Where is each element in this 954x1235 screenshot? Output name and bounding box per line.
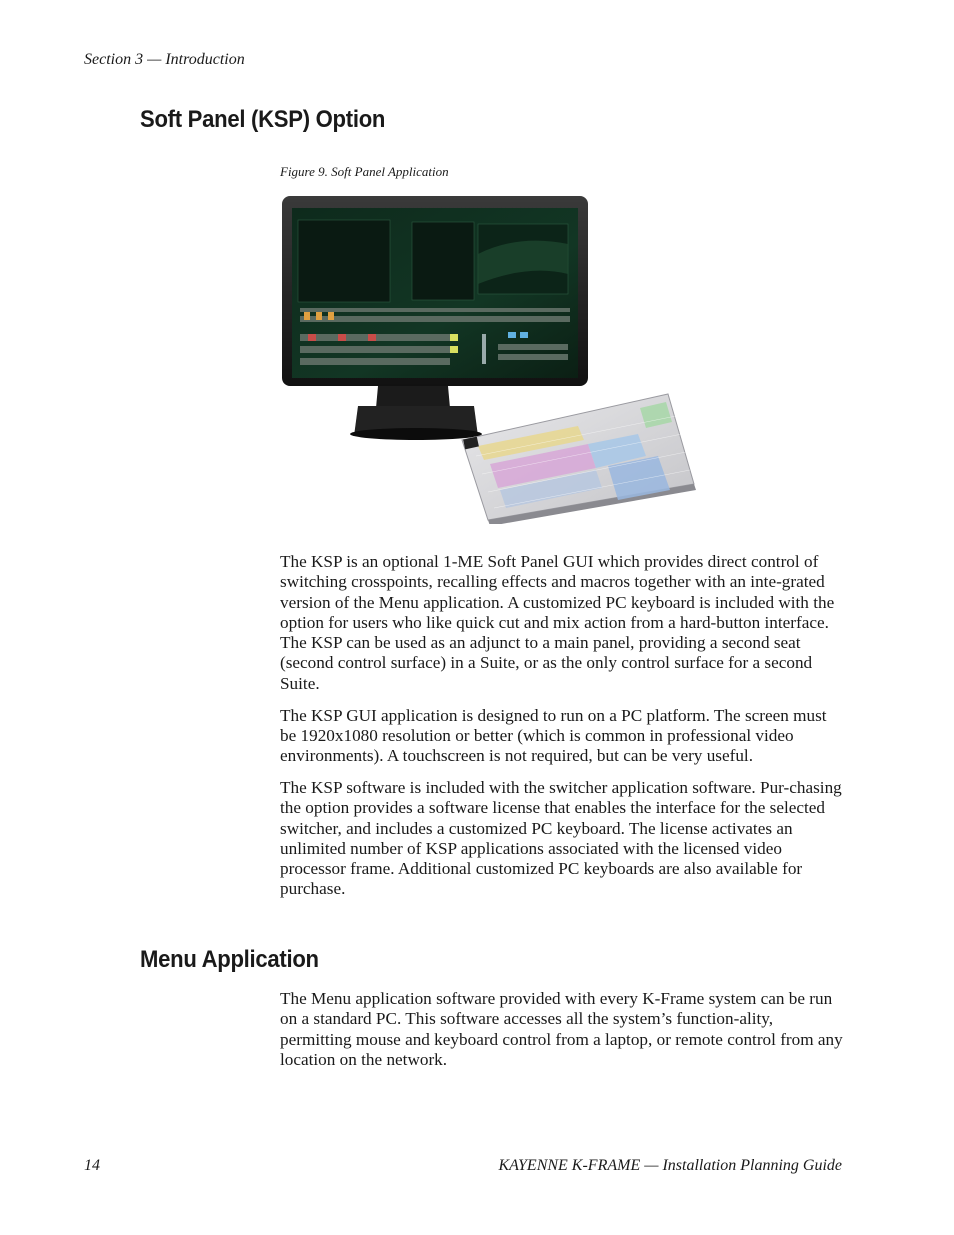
running-header: Section 3 — Introduction [84,51,245,68]
section-title-menu: Menu Application [140,946,319,973]
paragraph: The Menu application software provided with every K-Frame system can be run on a standard PC. This software accesses all the system’s function-ality, permitting mouse and keyboard control from a laptop, or remote control from any location on the network. [280,989,843,1069]
section-title-ksp: Soft Panel (KSP) Option [140,106,386,133]
paragraph: The KSP software is included with the switcher application software. Pur-chasing the option provides a software license that enables the interface for the selected switcher, and includes a customized PC keyboard. The license activates an unlimited number of KSP applications associated with the licensed video processor frame. Additional customized PC keyboards are also available for purchase. [280,777,842,899]
paragraph: The KSP GUI application is designed to run on a PC platform. The screen must be 1920x1080 resolution or better (which is common in professional video environments). A touchscreen is not required, but can be very useful. [280,705,827,766]
soft-panel-figure [278,194,698,524]
page-number: 14 [84,1157,100,1174]
monitor-keyboard-illustration [278,194,698,524]
paragraph: The KSP is an optional 1-ME Soft Panel GUI which provides direct control of switching crosspoints, recalling effects and macros together with an inte-grated version of the Menu application. A customized PC keyboard is included with the option for users who like quick cut and mix action from a hard-button interface. The KSP can be used as an adjunct to a main panel, providing a second seat (second control surface) in a Suite, or as the only control surface for a second Suite. [280,552,835,693]
figure-caption: Figure 9. Soft Panel Application [280,164,449,179]
running-footer: KAYENNE K-FRAME — Installation Planning Guide [498,1157,842,1174]
ksp-body [280,552,845,911]
menu-body [280,989,845,1082]
